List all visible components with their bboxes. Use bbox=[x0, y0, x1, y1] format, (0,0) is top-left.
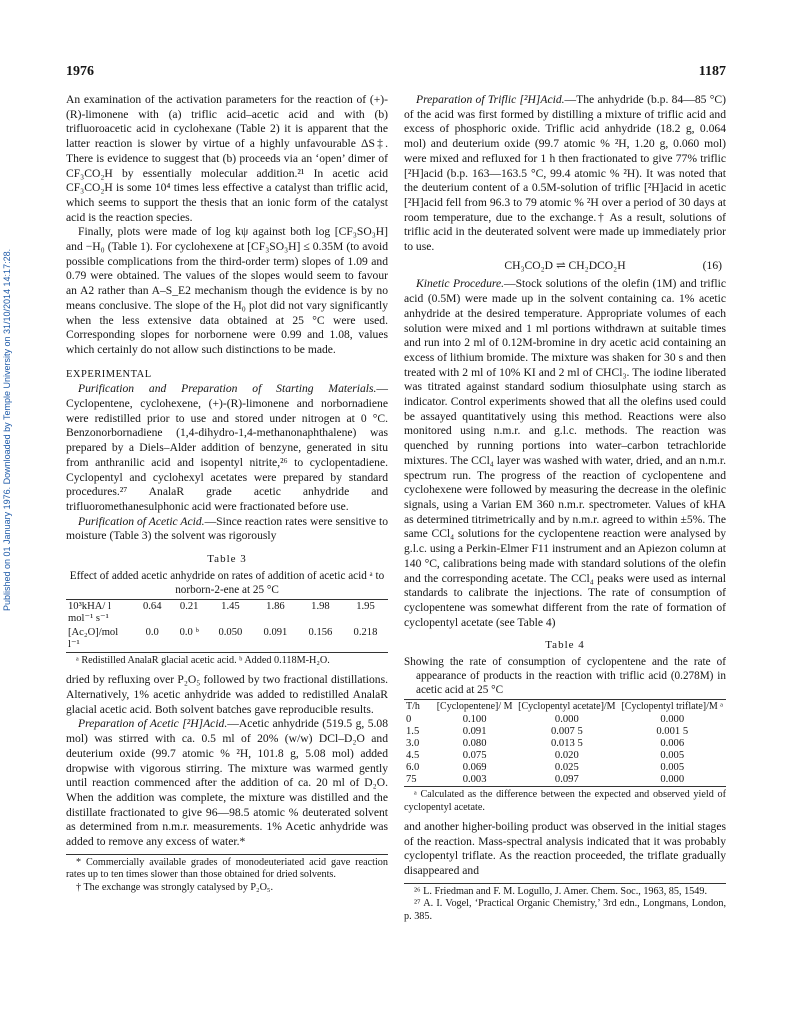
table-cell: 1.95 bbox=[356, 600, 375, 612]
table-cell: 0.0 bbox=[145, 626, 159, 638]
paragraph-triflic-acid bbox=[404, 93, 726, 255]
left-column bbox=[66, 93, 388, 895]
equation-16 bbox=[404, 259, 726, 274]
table-cell: 6.0 bbox=[406, 762, 420, 774]
table-cell: 0.097 bbox=[554, 774, 579, 786]
table-cell: 1.86 bbox=[266, 600, 285, 612]
table4-footnote: ᵃ Calculated as the difference between the expected and observed yield of cyclopentyl acetate. bbox=[404, 789, 726, 813]
table-cell: 0.050 bbox=[218, 626, 243, 638]
table3-row2-label: [Ac₂O]/mol l⁻¹ bbox=[68, 626, 119, 650]
table4-caption: Showing the rate of consumption of cyclopentene and the rate of appearance of products in the reaction with triflic acid (0.278M) in acetic acid at 25 °C bbox=[404, 656, 726, 697]
table-cell: 0.025 bbox=[554, 762, 579, 774]
paragraph-purification bbox=[66, 382, 388, 514]
table-header-cell: T/h bbox=[406, 701, 420, 713]
table-row bbox=[404, 750, 726, 762]
table-header-cell: [Cyclopentyl triflate]/M ᵃ bbox=[621, 701, 724, 713]
table4-title: Table 4 bbox=[545, 639, 585, 652]
paragraph-kinetic-procedure bbox=[404, 277, 726, 630]
table-cell: 4.5 bbox=[406, 750, 420, 762]
paragraph-deuterated-acetic-body: —Acetic anhydride (519.5 g, 5.08 mol) was stirred with ca. 0.5 ml of 20% (w/w) DCl–D₂O and deuterium oxide (99.7 atomic % ²H, 101.8 g, 5.08 mol) added dropwise with vigorous stirring. The mixture was warmed gently until reaction commenced after the addition of ca. 20 ml of D₂O. When the addition was complete, the mixture was distilled and the distillate fractionated to give 96—98.5 atomic % deuterated solvent as determined from n.m.r. measurements. 1% Acetic anhydride was added to remove any excess of water.* bbox=[66, 717, 388, 849]
table3-title: Table 3 bbox=[207, 553, 247, 566]
table-cell: 0.091 bbox=[263, 626, 288, 638]
table-cell: 0.100 bbox=[462, 714, 487, 726]
page-number: 1187 bbox=[698, 64, 726, 79]
table-cell: 0.000 bbox=[660, 774, 685, 786]
table-cell: 0.080 bbox=[462, 738, 487, 750]
subheading-acetic-acid: Purification of Acetic Acid. bbox=[78, 514, 205, 528]
table-cell: 0.156 bbox=[308, 626, 333, 638]
section-heading-experimental: EXPERIMENTAL bbox=[66, 368, 152, 380]
paragraph-plots: Finally, plots were made of log kψ against both log [CF₃SO₃H] and −H₀ (Table 1). For cyclohexene at [CF₃SO₃H] ≤ 0.35M (to avoid possible complications from the third-order term) slopes of 1.09 and 0.79 were obtained. The values of the slopes would seem to favour an A2 rather than A–S_E2 mechanism though the evidence is by no means conclusive. The slope of the H₀ plot did not vary significantly when the less extensive data obtained at 25 °C were used. Corresponding slopes for norbornene were 0.99 and 1.08, values which certainly do not allow such distinctions to be made. bbox=[66, 225, 388, 356]
table-cell: 0.218 bbox=[353, 626, 378, 638]
table-cell: 0.0 ᵇ bbox=[179, 626, 199, 638]
table-row bbox=[404, 762, 726, 774]
table-row bbox=[66, 599, 388, 626]
subheading-deuterated-acetic: Preparation of Acetic [²H]Acid. bbox=[78, 717, 228, 731]
references-divider bbox=[404, 883, 726, 884]
footnote-asterisk: * Commercially available grades of monodeuteriated acid gave reaction rates up to ten times slower than those obtained for dried solvents. bbox=[66, 856, 388, 881]
paragraph-triflic-acid-body: —The anhydride (b.p. 84—85 °C) of the acid was first formed by distilling a mixture of triflic acid and excess of phosphoric oxide. Triflic acid anhydride (18.2 g, 0.064 mol) and deuterium oxide (99.7 atomic % ²H, 1.20 g, 0.060 mol) were mixed and refluxed for 1 h then fractionated to give 77% triflic [²H]acid (b.p. 163—163.5 °C, 99.4 atomic % ²H). It was noted that the deuterium content of a 0.5M-solution of triflic [²H]acid in acetic [²H]acid fell from 96.3 to 79 atomic % ²H over a period of 30 days at room temperature, due to the exchange.† As a result, solutions of triflic acid in the deuterated solvent were made up immediately prior to use. bbox=[404, 93, 726, 254]
table3 bbox=[66, 599, 388, 653]
paragraph-triflate-product: and another higher-boiling product was observed in the initial stages of the reaction. Mass-spectral analysis indicated that it was probably cyclopentyl triflate. As the reaction proceeded, the triflate gradually disappeared and bbox=[404, 820, 726, 878]
table-row bbox=[404, 774, 726, 787]
table4 bbox=[404, 699, 726, 787]
table-cell: 1.5 bbox=[406, 726, 420, 738]
table-header-cell: [Cyclopentyl acetate]/M bbox=[518, 701, 616, 713]
paragraph-purification-body: —Cyclopentene, cyclohexene, (+)-(R)-limonene and norbornadiene were redistilled prior to use and stored under nitrogen at 0 °C. Benzonorbornadiene (1,4-dihydro-1,4-methanonaphthalene) was prepared by a Diels–Alder addition of benzyne, generated in situ from anthranilic acid and isopentyl nitrite,²⁶ to cyclopentadiene. Cyclopentyl and cyclohexyl acetates were prepared by standard procedures.²⁷ AnalaR grade acetic anhydride and trifluoromethanesulphonic acid were fractionated before use. bbox=[66, 382, 388, 513]
table3-footnote: ᵃ Redistilled AnalaR glacial acetic acid. ᵇ Added 0.118M-H₂O. bbox=[76, 654, 330, 666]
equation-number: (16) bbox=[702, 258, 722, 272]
paragraph-drying: dried by refluxing over P₂O₅ followed by two fractional distillations. Alternatively, 1% acetic anhydride was added to redistilled AnalaR glacial acetic acid. Both solvent batches gave reproducible results. bbox=[66, 673, 388, 716]
table-cell: 0.000 bbox=[660, 714, 685, 726]
publication-side-note[interactable]: Published on 01 January 1976. Downloaded by Temple University on 31/10/2014 14:17:28. bbox=[2, 248, 12, 612]
table-row bbox=[404, 726, 726, 738]
table-cell: 0.000 bbox=[554, 714, 579, 726]
table3-caption: Effect of added acetic anhydride on rates of addition of acetic acid ᵃ to norborn-2-ene at 25 °C bbox=[69, 569, 385, 596]
table-cell: 0.005 bbox=[660, 750, 685, 762]
subheading-kinetic-procedure: Kinetic Procedure. bbox=[416, 277, 505, 291]
table-cell: 0.005 bbox=[660, 762, 685, 774]
table-cell: 0.075 bbox=[462, 750, 487, 762]
table-cell: 0 bbox=[406, 714, 412, 726]
table-cell: 0.013 5 bbox=[550, 738, 583, 750]
table-cell: 3.0 bbox=[406, 738, 420, 750]
paragraph-kinetic-procedure-body: —Stock solutions of the olefin (1M) and triflic acid (0.5M) were made up in the solvent containing ca. 1% acetic anhydride at the desired temperature. Appropriate volumes of each solution were mixed and 1 ml portions withdrawn at suitable times and run into 2 ml of 0.12M-bromine in dry acetic acid containing an excess of lithium bromide. The mixture was shaken for 30 s and then treated with 2 ml of 10% KI and 2 ml of CHCl₃. The iodine liberated was titrated against standard sodium thiosulphate using starch as indicator. Control experiments showed that all the olefins used could be assayed quantitatively using this method. Reactions were also monitored using n.m.r. and g.l.c. methods. The reaction was quenched by running portions into water–carbon tetrachloride mixtures. The CCl₄ layer was washed with water, dried, and an n.m.r. spectrum run. The progress of the reaction of cyclopentene and cyclohexene were followed by measuring the decrease in the olefinic signals, using a Varian EM 360 n.m.r. spectrometer. Values of kHA as determined titrimetrically and by n.m.r. agreed to within ±5%. The same CCl₄ solutions for the cyclopentene reaction were analysed by g.l.c. using a Perkin-Elmer F11 instrument and an Apiezon column at 140 °C, calibrations being made with standard solutions of the olefin and the corresponding acetate. The CCl₄ peaks were used as internal standards to calibrate the injections. The rate of consumption of cyclopentene was somewhat different from the rate of formation of cyclopentyl acetate (see Table 4) bbox=[404, 277, 726, 629]
table3-row1-label: 10³kHA/ l mol⁻¹ s⁻¹ bbox=[68, 600, 111, 624]
table-cell: 0.091 bbox=[462, 726, 487, 738]
footnote-divider bbox=[66, 854, 388, 855]
reference-26: ²⁶ L. Friedman and F. M. Logullo, J. Amer. Chem. Soc., 1963, 85, 1549. bbox=[414, 885, 708, 897]
table-cell: 0.069 bbox=[462, 762, 487, 774]
subheading-triflic-acid: Preparation of Triflic [²H]Acid. bbox=[416, 93, 565, 106]
table-cell: 0.001 5 bbox=[656, 726, 689, 738]
table-header-row bbox=[404, 700, 726, 715]
table-row bbox=[404, 714, 726, 726]
table-cell: 75 bbox=[406, 774, 417, 786]
equation-text: CH₃CO₂D ⇌ CH₂DCO₂H bbox=[504, 258, 626, 272]
paragraph-activation: An examination of the activation parameters for the reaction of (+)-(R)-limonene with (a) triflic acid–acetic acid and with (b) trifluoroacetic acid in cyclohexane (Table 2) it is apparent that the latter reaction is slower by virtue of a highly unfavourable ΔS‡. There is evidence to suggest that (b) proceeds via an ‘open’ dimer of CF₃CO₂H by essentially molecular addition.²¹ In acetic acid CF₃CO₂H is some 10⁴ times less effective a catalyst than triflic acid, which seems to support the thesis that an ionic form of the catalyst acid is the reaction species. bbox=[66, 93, 388, 224]
paragraph-acetic-acid bbox=[66, 515, 388, 544]
reference-27: ²⁷ A. I. Vogel, ‘Practical Organic Chemistry,’ 3rd edn., Longmans, London, p. 385. bbox=[404, 898, 726, 923]
table-cell: 1.98 bbox=[311, 600, 330, 612]
footnote-dagger: † The exchange was strongly catalysed by P₂O₅. bbox=[76, 881, 274, 893]
table-cell: 0.003 bbox=[462, 774, 487, 786]
paragraph-deuterated-acetic bbox=[66, 717, 388, 849]
table-cell: 1.45 bbox=[221, 600, 240, 612]
table-cell: 0.64 bbox=[142, 600, 162, 612]
table-row bbox=[404, 738, 726, 750]
table-header-cell: [Cyclopentene]/ M bbox=[436, 701, 513, 713]
table-cell: 0.006 bbox=[660, 738, 685, 750]
subheading-purification: Purification and Preparation of Starting Materials. bbox=[78, 382, 377, 396]
page-year: 1976 bbox=[66, 64, 94, 79]
paragraph-acetic-acid-body: —Since reaction rates were sensitive to moisture (Table 3) the solvent was rigorously bbox=[66, 514, 388, 543]
table-row bbox=[66, 626, 388, 653]
table-cell: 0.21 bbox=[179, 600, 199, 612]
table-cell: 0.007 5 bbox=[550, 726, 583, 738]
right-column bbox=[404, 93, 726, 924]
table-cell: 0.020 bbox=[554, 750, 579, 762]
